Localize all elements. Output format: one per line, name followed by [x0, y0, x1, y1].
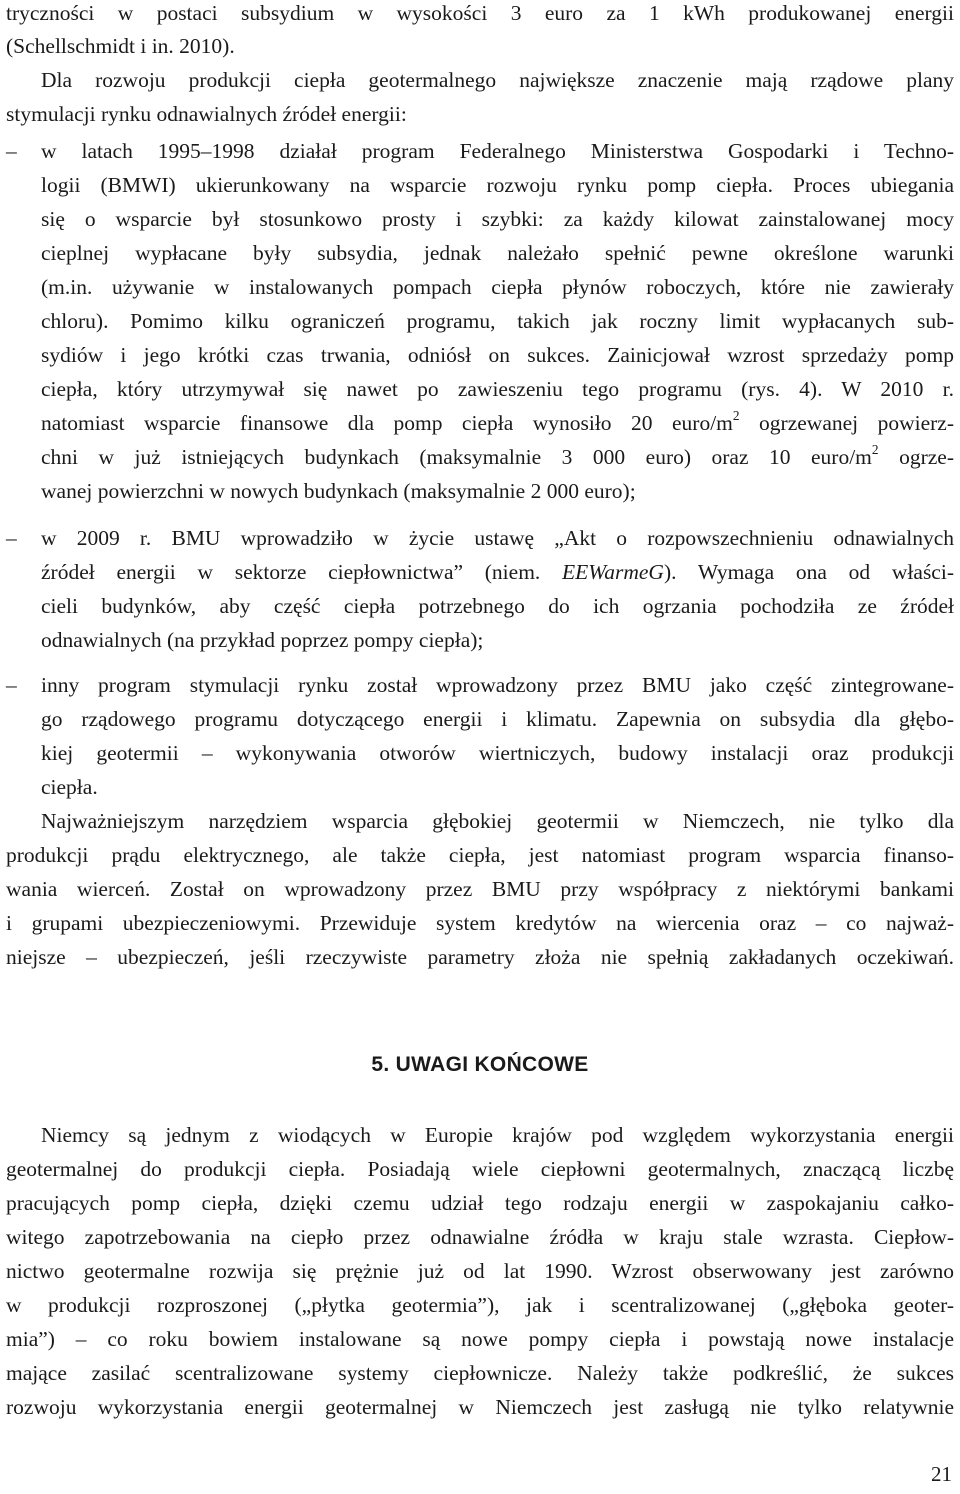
text-line: rozwoju wykorzystania energii geotermalnej w Niemczech jest zasługą nie tylko relatywnie	[6, 1395, 954, 1419]
text-line: cieli budynków, aby część ciepła potrzebnego do ich ogrzania pochodziła ze źródeł	[41, 594, 954, 618]
text-line: produkcji prądu elektrycznego, ale także ciepła, jest natomiast program wsparcia finanso-	[6, 843, 954, 867]
text-line: (Schellschmidt i in. 2010).	[6, 34, 235, 58]
text-line: wanej powierzchni w nowych budynkach (maksymalnie 2 000 euro);	[41, 479, 636, 503]
text-line: stymulacji rynku odnawialnych źródeł energii:	[6, 102, 407, 126]
text-segment: ). Wymaga ona od właści-	[663, 560, 954, 584]
text-line: Dla rozwoju produkcji ciepła geotermalnego największe znaczenie mają rządowe plany	[41, 68, 954, 92]
text-line: mia”) – co roku bowiem instalowane są nowe pompy ciepła i powstają nowe instalacje	[6, 1327, 954, 1351]
text-line	[41, 407, 954, 439]
text-line: pracujących pomp ciepła, dzięki czemu udział tego rodzaju energii w zaspokajaniu całko-	[6, 1191, 954, 1215]
text-segment: ogrze-	[899, 445, 955, 469]
list-dash: –	[6, 673, 17, 697]
text-line: witego zapotrzebowania na ciepło przez odnawialne źródła w kraju stale wzrasta. Ciepłow-	[6, 1225, 954, 1249]
text-line: inny program stymulacji rynku został wprowadzony przez BMU jako część zintegrowane-	[41, 673, 954, 697]
text-line: tryczności w postaci subsydium w wysokości 3 euro za 1 kWh produkowanej energii	[6, 1, 954, 25]
page-number: 21	[931, 1462, 952, 1486]
text-line: w 2009 r. BMU wprowadziło w życie ustawę „Akt o rozpowszechnieniu odnawialnych	[41, 526, 954, 550]
text-line: ciepła, który utrzymywał się nawet po zawieszeniu tego programu (rys. 4). W 2010 r.	[41, 377, 954, 401]
text-line: się o wsparcie był stosunkowo prosty i szybki: za każdy kilowat zainstalowanej mocy	[41, 207, 954, 231]
list-dash: –	[6, 139, 17, 163]
text-line: Niemcy są jednym z wiodących w Europie krajów pod względem wykorzystania energii	[41, 1123, 954, 1147]
text-line	[41, 556, 954, 588]
text-segment: chni w już istniejących budynkach (maksymalnie 3 000 euro) oraz 10 euro/m	[41, 445, 872, 469]
text-line: niejsze – ubezpieczeń, jeśli rzeczywiste parametry złoża nie spełnią zakładanych oczekiwań.	[6, 945, 954, 969]
text-segment: natomiast wsparcie finansowe dla pomp ciepła wynosiło 20 euro/m	[41, 411, 733, 435]
text-line: w latach 1995–1998 działał program Federalnego Ministerstwa Gospodarki i Techno-	[41, 139, 954, 163]
superscript: 2	[871, 441, 879, 457]
list-dash: –	[6, 526, 17, 550]
text-line: nictwo geotermalne rozwija się prężnie już od lat 1990. Wzrost obserwowany jest zarówno	[6, 1259, 954, 1283]
text-line: wania wierceń. Został on wprowadzony przez BMU przy współpracy z niektórymi bankami	[6, 877, 954, 901]
text-line: i grupami ubezpieczeniowymi. Przewiduje system kredytów na wiercenia oraz – co najważ-	[6, 911, 954, 935]
text-line: chloru). Pomimo kilku ograniczeń programu, takich jak roczny limit wypłacanych sub-	[41, 309, 954, 333]
text-line: go rządowego programu dotyczącego energii i klimatu. Zapewnia on subsydia dla głębo-	[41, 707, 954, 731]
text-line: (m.in. używanie w instalowanych pompach ciepła płynów roboczych, które nie zawierały	[41, 275, 954, 299]
text-line: ciepła.	[41, 775, 98, 799]
text-line: logii (BMWI) ukierunkowany na wsparcie rozwoju rynku pomp ciepła. Proces ubiegania	[41, 173, 954, 197]
italic-term: EEWarmeG	[562, 560, 664, 584]
section-heading: 5. UWAGI KOŃCOWE	[371, 1053, 589, 1076]
text-line: cieplnej wypłacane były subsydia, jednak należało spełnić pewne określone warunki	[41, 241, 954, 265]
text-segment: źródeł energii w sektorze ciepłownictwa” (niem.	[41, 560, 563, 584]
text-line	[41, 441, 954, 473]
text-line: odnawialnych (na przykład poprzez pompy ciepła);	[41, 628, 484, 652]
text-line: kiej geotermii – wykonywania otworów wiertniczych, budowy instalacji oraz produkcji	[41, 741, 954, 765]
text-line: geotermalnej do produkcji ciepła. Posiadają wiele ciepłowni geotermalnych, znaczącą liczbę	[6, 1157, 954, 1181]
text-line: mające zasilać scentralizowane systemy ciepłownicze. Należy także podkreślić, że sukces	[6, 1361, 954, 1385]
text-line: sydiów i jego krótki czas trwania, odniósł on sukces. Zainicjował wzrost sprzedaży pomp	[41, 343, 954, 367]
superscript: 2	[732, 407, 740, 423]
text-line: Najważniejszym narzędziem wsparcia głębokiej geotermii w Niemczech, nie tylko dla	[41, 809, 954, 833]
text-segment: ogrzewanej powierz-	[759, 411, 954, 435]
text-line: w produkcji rozproszonej („płytka geotermia”), jak i scentralizowanej („głęboka geoter-	[6, 1293, 954, 1317]
